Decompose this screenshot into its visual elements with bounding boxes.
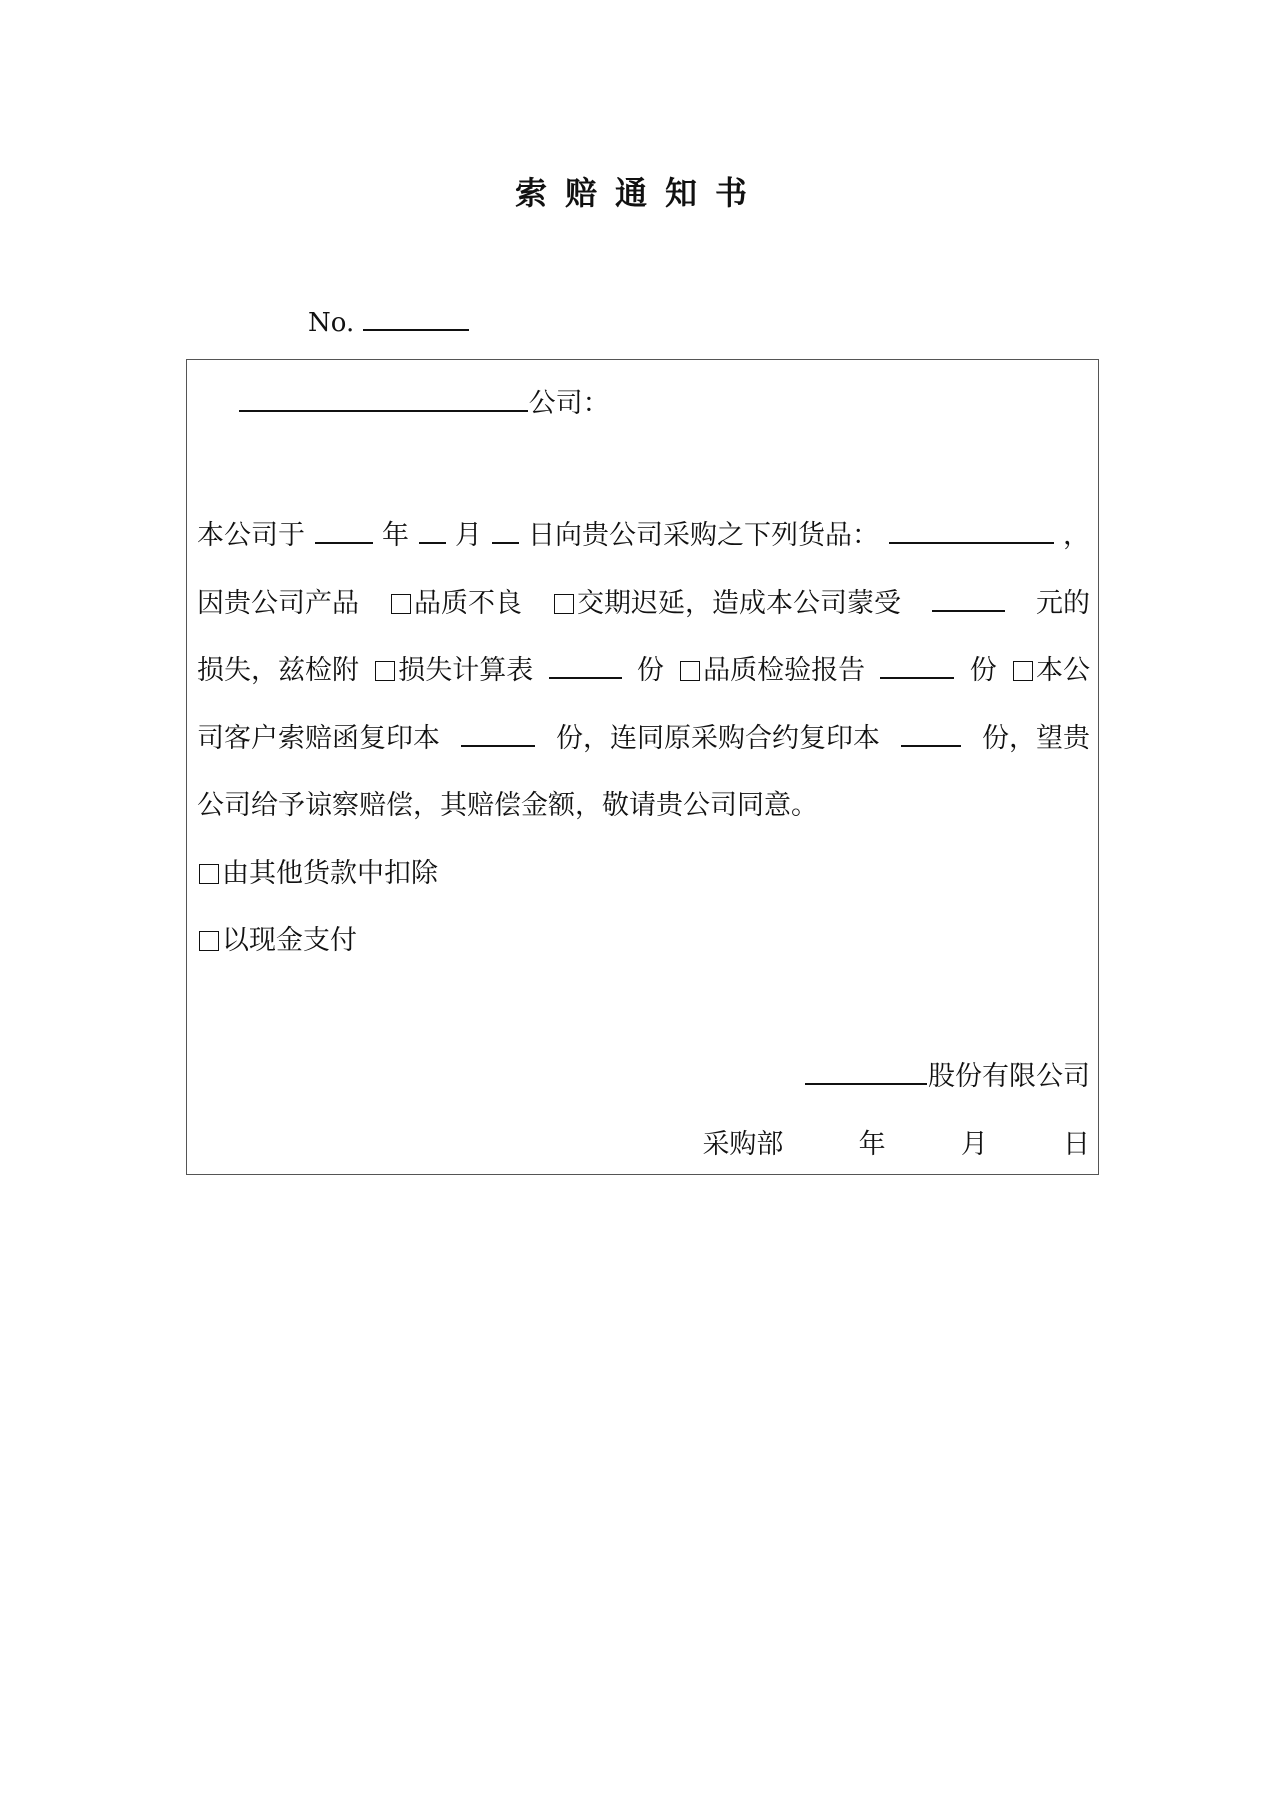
number-field — [308, 308, 470, 338]
body-line-1 — [197, 513, 1090, 552]
notice-box — [186, 359, 1099, 1175]
text: 交期迟延，造成本公司蒙受 — [577, 588, 901, 619]
text: 损失，兹检附 — [197, 655, 359, 686]
text: 份，望贵 — [982, 723, 1090, 754]
text: 本公司于 — [197, 520, 305, 551]
checkbox-delivery-delay[interactable] — [554, 594, 574, 614]
loss-sheet-count-blank[interactable] — [549, 676, 622, 679]
checkbox-loss-sheet[interactable] — [375, 661, 395, 681]
text: 品质不良 — [414, 588, 522, 619]
addressee-blank[interactable] — [239, 409, 528, 412]
document-title: 索赔通知书 — [514, 174, 765, 212]
year-label: 年 — [858, 1129, 886, 1160]
department-label: 采购部 — [702, 1129, 784, 1160]
body-line-4 — [197, 716, 1090, 755]
body-line-5: 公司给予谅察赔偿，其赔偿金额，敬请贵公司同意。 — [197, 790, 818, 821]
text: 年 — [382, 520, 409, 551]
checkbox-quality-poor[interactable] — [391, 594, 411, 614]
text: ， — [1063, 520, 1090, 551]
text: 份 — [636, 655, 664, 686]
text: 损失计算表 — [398, 655, 534, 686]
month-blank[interactable] — [419, 541, 446, 544]
company-name-blank[interactable] — [805, 1082, 927, 1085]
text: 月 — [455, 520, 482, 551]
text: 品质检验报告 — [703, 655, 866, 686]
addressee-line — [229, 352, 610, 420]
number-blank[interactable] — [363, 328, 469, 331]
day-blank[interactable] — [492, 541, 519, 544]
text: 因贵公司产品 — [197, 588, 359, 619]
signature-date — [702, 1122, 1090, 1161]
checkbox-customer-claim[interactable] — [1013, 661, 1033, 681]
signature-company — [804, 1054, 1090, 1093]
addressee-suffix: 公司： — [528, 388, 610, 419]
text: 由其他货款中扣除 — [222, 858, 438, 889]
contract-copy-count-blank[interactable] — [901, 744, 961, 747]
text: 份，连同原采购合约复印本 — [556, 723, 880, 754]
option-deduct — [197, 851, 438, 890]
checkbox-deduct[interactable] — [199, 864, 219, 884]
amount-blank[interactable] — [932, 609, 1005, 612]
body-line-3 — [197, 648, 1090, 687]
text: 元的 — [1036, 588, 1090, 619]
text: 份 — [969, 655, 997, 686]
body-line-2 — [197, 581, 1090, 620]
year-blank[interactable] — [315, 541, 373, 544]
quality-report-count-blank[interactable] — [880, 676, 954, 679]
text: 股份有限公司 — [928, 1061, 1090, 1092]
goods-blank[interactable] — [889, 541, 1054, 544]
text: 日向贵公司采购之下列货品： — [528, 520, 879, 551]
month-label: 月 — [960, 1129, 988, 1160]
text: 本公 — [1035, 655, 1090, 686]
number-label: No. — [308, 308, 355, 338]
checkbox-cash[interactable] — [199, 931, 219, 951]
text: 以现金支付 — [222, 925, 357, 956]
claim-copy-count-blank[interactable] — [461, 744, 535, 747]
option-cash — [197, 918, 357, 957]
day-label: 日 — [1063, 1129, 1090, 1160]
checkbox-quality-report[interactable] — [680, 661, 700, 681]
text: 司客户索赔函复印本 — [197, 723, 440, 754]
